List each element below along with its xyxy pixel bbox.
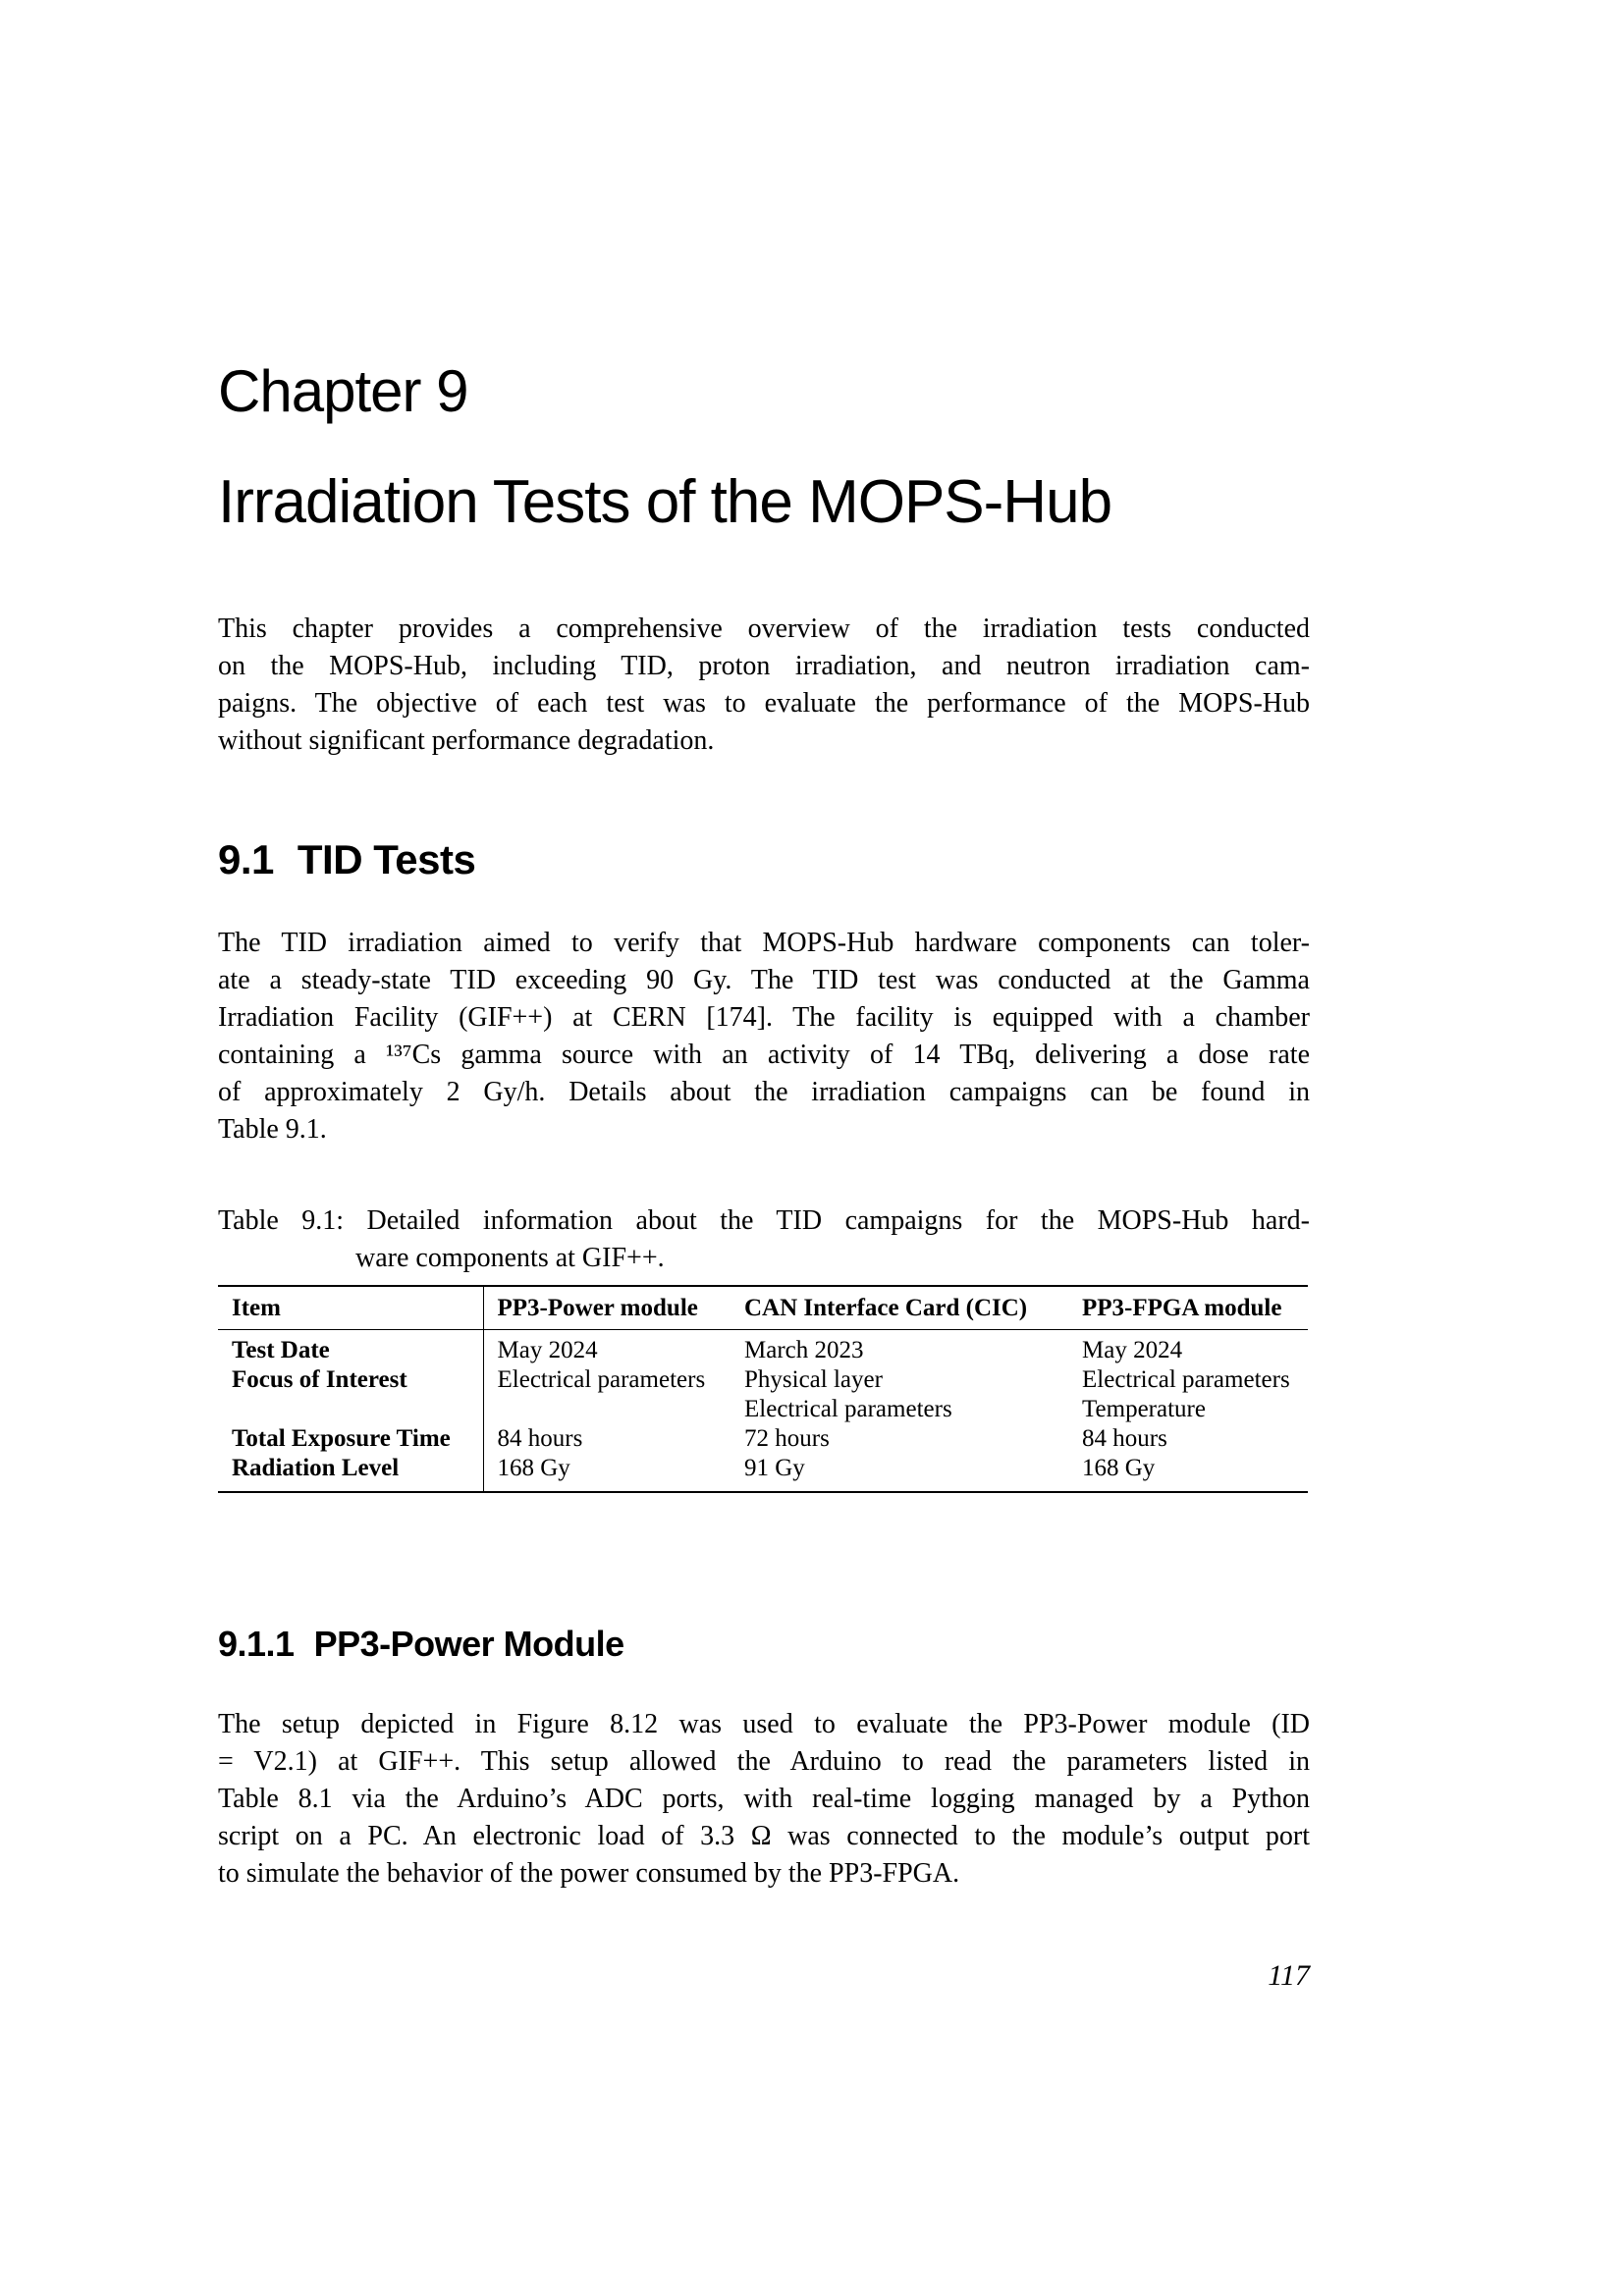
- paragraph-line: = V2.1) at GIF++. This setup allowed the Arduino to read the parameters listed in: [218, 1746, 1310, 1777]
- table-row: [218, 1395, 1308, 1424]
- row-label: Radiation Level: [218, 1454, 483, 1492]
- paragraph-line: without significant performance degradation.: [218, 725, 715, 756]
- paragraph-line: to simulate the behavior of the power consumed by the PP3-FPGA.: [218, 1858, 960, 1889]
- subsection-title: PP3-Power Module: [313, 1624, 624, 1664]
- tid-paragraph: [218, 925, 1310, 1148]
- paragraph-line: The setup depicted in Figure 8.12 was used to evaluate the PP3-Power module (ID: [218, 1709, 1310, 1739]
- paragraph-line: ate a steady-state TID exceeding 90 Gy. The TID test was conducted at the Gamma: [218, 965, 1310, 995]
- section-number: 9.1: [218, 836, 274, 882]
- tid-campaigns-table: [218, 1285, 1308, 1493]
- section-title: TID Tests: [297, 836, 476, 882]
- table-caption-line: ware components at GIF++.: [355, 1243, 665, 1273]
- table-cell: Physical layer: [744, 1366, 883, 1393]
- paragraph-line: This chapter provides a comprehensive overview of the irradiation tests conducted: [218, 614, 1310, 644]
- section-heading-tid: [218, 838, 1310, 881]
- row-label: Total Exposure Time: [218, 1424, 483, 1454]
- paragraph-line: Table 9.1.: [218, 1114, 327, 1145]
- table-cell: Electrical parameters: [1082, 1366, 1290, 1393]
- table-row: [218, 1454, 1308, 1492]
- table-row: [218, 1330, 1308, 1366]
- table-header-row: [218, 1286, 1308, 1330]
- table-caption: [218, 1202, 1310, 1277]
- table-cell: 168 Gy: [497, 1455, 570, 1481]
- table-cell: Temperature: [1082, 1396, 1206, 1422]
- row-label: Test Date: [218, 1330, 483, 1366]
- row-label: [218, 1395, 483, 1424]
- table-cell: 168 Gy: [1082, 1455, 1156, 1481]
- column-header: PP3-Power module: [483, 1286, 731, 1330]
- page-number: 117: [1268, 1959, 1310, 1992]
- chapter-number-heading: Chapter 9: [218, 358, 468, 424]
- column-header: CAN Interface Card (CIC): [731, 1286, 1068, 1330]
- table-cell: May 2024: [1082, 1337, 1183, 1363]
- paragraph-line: The TID irradiation aimed to verify that MOPS-Hub hardware components can toler-: [218, 928, 1310, 958]
- table-row: [218, 1365, 1308, 1395]
- subsection-heading-pp3: [218, 1626, 1310, 1663]
- table-row: [218, 1424, 1308, 1454]
- table-cell: 84 hours: [1082, 1425, 1167, 1452]
- paragraph-line: of approximately 2 Gy/h. Details about the irradiation campaigns can be found in: [218, 1077, 1310, 1107]
- row-label: Focus of Interest: [218, 1365, 483, 1395]
- subsection-number: 9.1.1: [218, 1624, 295, 1664]
- table-cell: May 2024: [497, 1337, 598, 1363]
- paragraph-line: script on a PC. An electronic load of 3.3 Ω was connected to the module’s output port: [218, 1821, 1310, 1851]
- text-block: [218, 358, 1310, 1995]
- chapter-title: Irradiation Tests of the MOPS-Hub: [218, 468, 1112, 536]
- table-cell: 72 hours: [744, 1425, 830, 1452]
- table-cell: 84 hours: [497, 1425, 583, 1452]
- paragraph-line: Irradiation Facility (GIF++) at CERN [174]. The facility is equipped with a chamber: [218, 1002, 1310, 1033]
- table-cell: [483, 1395, 731, 1424]
- table-cell: 91 Gy: [744, 1455, 805, 1481]
- table-caption-line: Table 9.1: Detailed information about the TID campaigns for the MOPS-Hub hard-: [218, 1205, 1310, 1236]
- column-header: Item: [218, 1286, 483, 1330]
- table-cell: Electrical parameters: [497, 1366, 706, 1393]
- intro-paragraph: [218, 611, 1310, 760]
- table-cell: Electrical parameters: [744, 1396, 952, 1422]
- paragraph-line: Table 8.1 via the Arduino’s ADC ports, with real-time logging managed by a Python: [218, 1784, 1310, 1814]
- paragraph-line: on the MOPS-Hub, including TID, proton irradiation, and neutron irradiation cam-: [218, 651, 1310, 681]
- table-cell: March 2023: [744, 1337, 864, 1363]
- paragraph-line: containing a ¹³⁷Cs gamma source with an activity of 14 TBq, delivering a dose rate: [218, 1040, 1310, 1070]
- paragraph-line: paigns. The objective of each test was to evaluate the performance of the MOPS-Hub: [218, 688, 1310, 719]
- pp3-paragraph: [218, 1706, 1310, 1893]
- column-header: PP3-FPGA module: [1068, 1286, 1308, 1330]
